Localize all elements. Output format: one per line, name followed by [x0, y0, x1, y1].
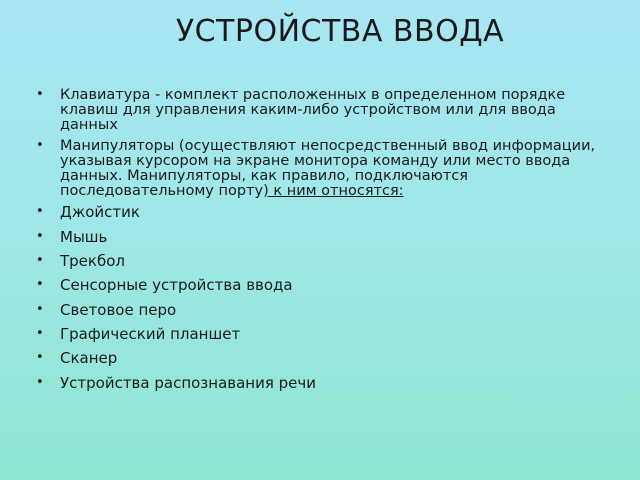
list-item-trackball	[36, 254, 596, 269]
bullet-icon: •	[36, 277, 44, 293]
bullet-icon: •	[36, 228, 44, 244]
list-item-mouse	[36, 227, 596, 246]
bullet-icon: •	[36, 301, 44, 317]
slide-title: УСТРОЙСТВА ВВОДА	[175, 14, 505, 49]
bullet-icon: •	[36, 350, 44, 366]
list-item-touch-input	[36, 278, 596, 293]
list-item-text: Сенсорные устройства ввода	[60, 276, 293, 295]
list-item-joystick	[36, 205, 596, 220]
bullet-icon: •	[36, 138, 44, 154]
bullet-icon: •	[36, 87, 44, 102]
list-item-manipulators	[36, 139, 596, 198]
list-item-text: Световое перо	[60, 300, 177, 319]
list-item-scanner	[36, 351, 596, 366]
list-item-keyboard	[36, 88, 596, 132]
list-item-light-pen	[36, 300, 596, 319]
list-item-text: Устройства распознавания речи	[60, 373, 317, 392]
list-item-graphics-tablet	[36, 324, 596, 343]
bullet-list	[36, 88, 596, 391]
list-item-text: Мышь	[60, 227, 108, 246]
list-item-text: Сканер	[60, 349, 118, 368]
list-item-text: Трекбол	[60, 252, 125, 271]
slide-content	[36, 88, 596, 400]
bullet-icon: •	[36, 204, 44, 220]
list-item-underlined-text: ) к ним относятся:	[263, 182, 404, 199]
bullet-icon: •	[36, 374, 44, 390]
bullet-icon: •	[36, 253, 44, 269]
bullet-icon: •	[36, 325, 44, 341]
list-item-speech-recognition	[36, 373, 596, 392]
list-item-text: Клавиатура - комплект расположенных в определенном порядке клавиш для управления каким-либо устройством или для ввода данных	[60, 87, 566, 133]
list-item-text: Манипуляторы (осуществляют непосредственный ввод информации, указывая курсором на экране монитора команду или место ввода данных. Манипуляторы, как правило, подключаются последовательному порту	[60, 138, 596, 199]
list-item-text: Джойстик	[60, 203, 140, 222]
list-item-text: Графический планшет	[60, 324, 241, 343]
